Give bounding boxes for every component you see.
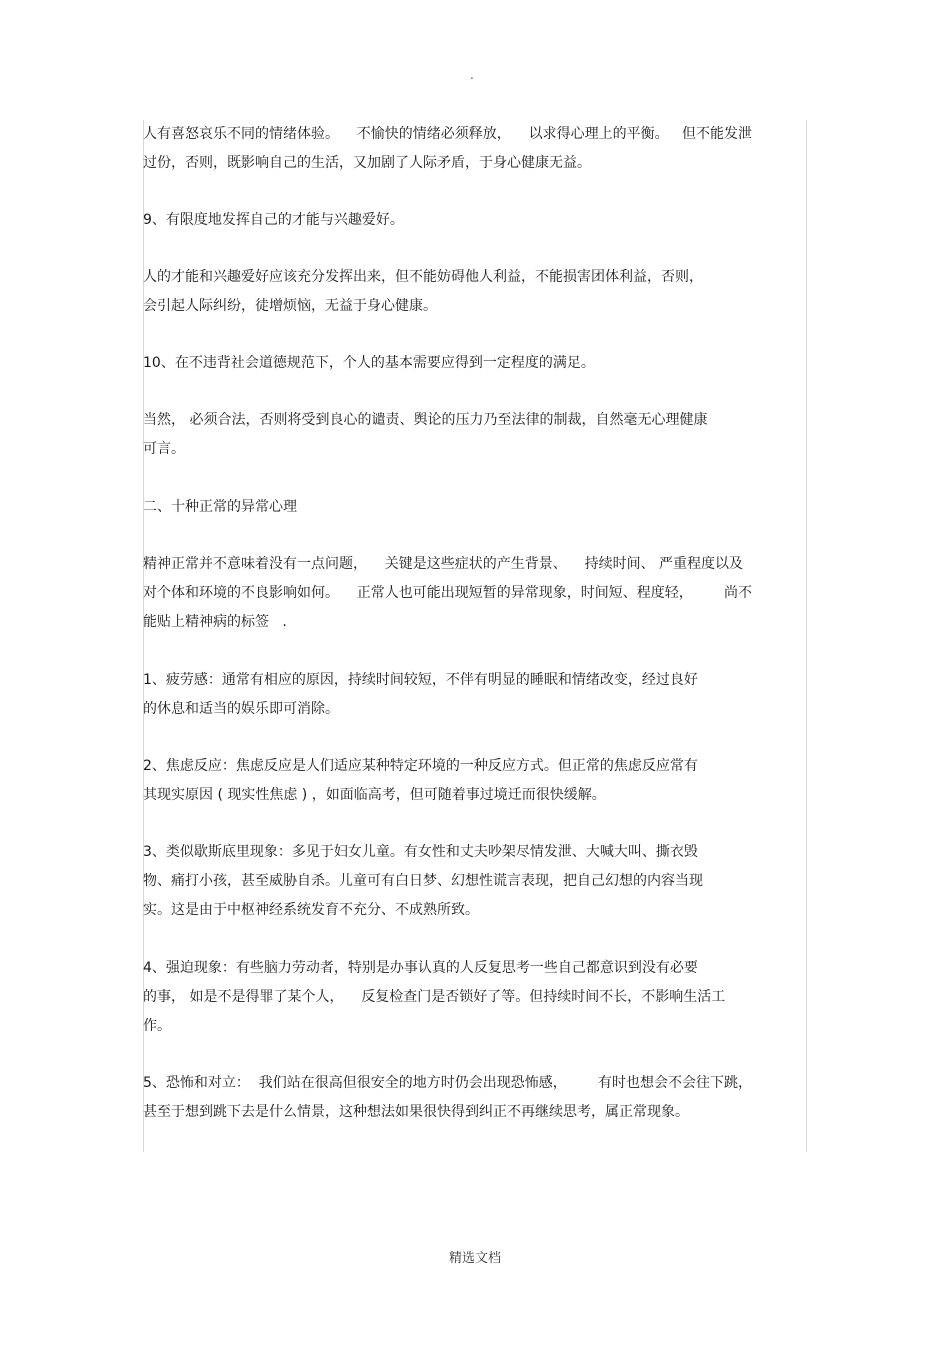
text-line: 3、类似歇斯底里现象：多见于妇女儿童。有女性和丈夫吵架尽情发泄、大喊大叫、撕衣毁: [143, 844, 698, 860]
text-line: 物、痛打小孩，甚至威胁自杀。儿童可有白日梦、幻想性谎言表现，把自己幻想的内容当现: [143, 873, 703, 889]
text-line: 当然， 必须合法，否则将受到良心的谴责、舆论的压力乃至法律的制裁，自然毫无心理健康: [143, 412, 708, 428]
text-line: 对个体和环境的不良影响如何。 正常人也可能出现短暂的异常现象，时间短、程度轻， 尚不: [143, 585, 752, 601]
section-heading: 9、有限度地发挥自己的才能与兴趣爱好。: [143, 212, 404, 228]
header-dot: .: [470, 68, 474, 82]
text-line: 可言。: [143, 441, 185, 457]
page-footer-label: 精选文档: [448, 1251, 501, 1266]
text-line: 精神正常并不意味着没有一点问题， 关键是这些症状的产生背景、 持续时间、 严重程度以及: [143, 556, 744, 572]
text-line: 2、焦虑反应：焦虑反应是人们适应某种特定环境的一种反应方式。但正常的焦虑反应常有: [143, 758, 698, 774]
text-line: 4、强迫现象：有些脑力劳动者，特别是办事认真的人反复思考一些自己都意识到没有必要: [143, 960, 698, 976]
text-line: 能贴上精神病的标签 .: [143, 614, 287, 630]
section-heading: 二、十种正常的异常心理: [143, 499, 297, 515]
text-line: 的事， 如是不是得罪了某个人， 反复检查门是否锁好了等。但持续时间不长，不影响生活工: [143, 989, 726, 1005]
text-line: 的休息和适当的娱乐即可消除。: [143, 701, 339, 717]
text-line: 作。: [143, 1018, 171, 1034]
text-line: 5、恐怖和对立： 我们站在很高但很安全的地方时仍会出现恐怖感， 有时也想会不会往下跳，: [143, 1075, 752, 1091]
page-frame-right-border: [806, 120, 807, 1152]
text-line: 1、疲劳感：通常有相应的原因，持续时间较短，不伴有明显的睡眠和情绪改变，经过良好: [143, 672, 698, 688]
section-heading: 10、在不违背社会道德规范下，个人的基本需要应得到一定程度的满足。: [143, 355, 595, 371]
text-line: 其现实原因 ( 现实性焦虑 ) ，如面临高考，但可随着事过境迁而很快缓解。: [143, 787, 606, 803]
text-line: 会引起人际纠纷，徒增烦恼，无益于身心健康。: [143, 298, 437, 314]
text-line: 人的才能和兴趣爱好应该充分发挥出来，但不能妨碍他人利益，不能损害团体利益，否则，: [143, 269, 703, 285]
text-line: 过份，否则，既影响自己的生活，又加剧了人际矛盾，于身心健康无益。: [143, 155, 591, 171]
text-line: 甚至于想到跳下去是什么情景，这种想法如果很快得到纠正不再继续思考，属正常现象。: [143, 1104, 689, 1120]
text-line: 实。这是由于中枢神经系统发育不充分、不成熟所致。: [143, 902, 479, 918]
text-line: 人有喜怒哀乐不同的情绪体验。 不愉快的情绪必须释放， 以求得心理上的平衡。 但不能发泄: [143, 126, 752, 142]
